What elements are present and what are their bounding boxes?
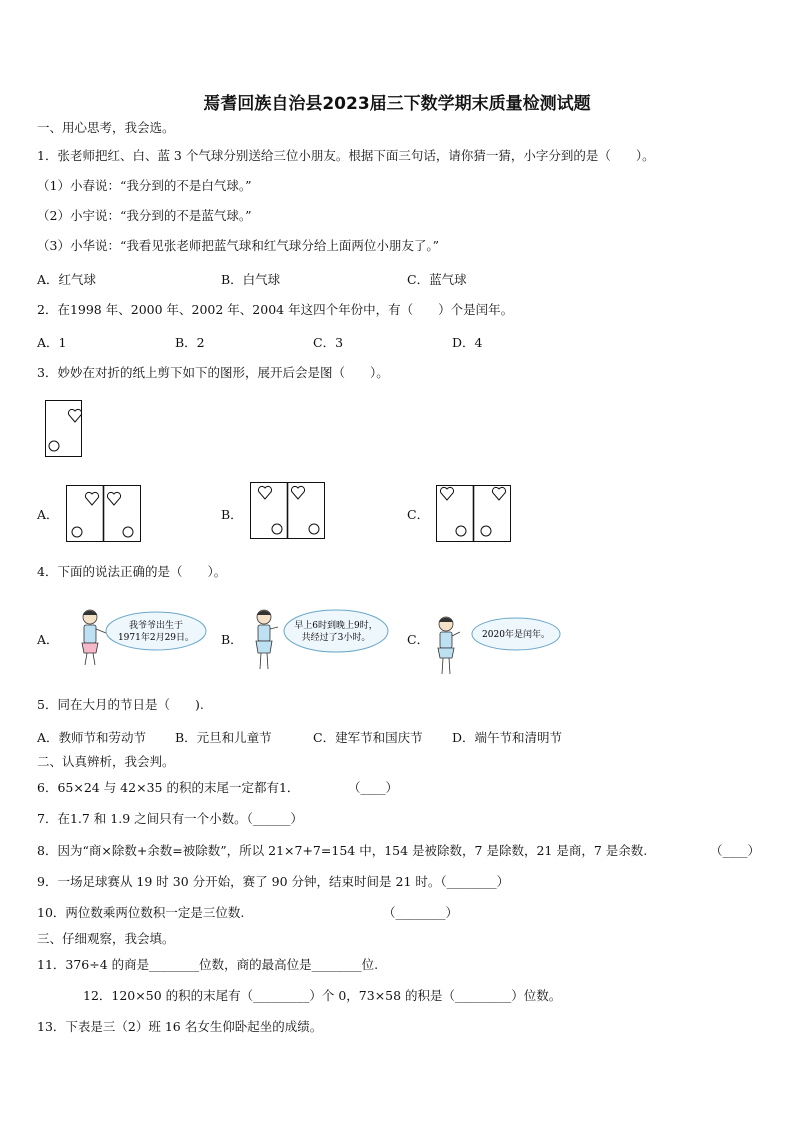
heart-icon bbox=[291, 486, 304, 499]
question-1-option-c[interactable]: C．蓝气球 bbox=[407, 272, 467, 287]
question-12-text: 12．120×50 的积的末尾有（_________）个 0，73×58 的积是（_________）位数。 bbox=[83, 988, 562, 1003]
question-3-stem: 3．妙妙在对折的纸上剪下如下的图形，展开后会是图（ ）。 bbox=[37, 365, 389, 380]
girl-icon bbox=[256, 610, 278, 669]
question-2-option-c[interactable]: C．3 bbox=[313, 335, 344, 350]
question-4-option-c[interactable]: C． bbox=[407, 632, 430, 647]
question-2-stem: 2．在1998 年、2000 年、2002 年、2004 年这四个年份中，有（ ）个是闰年。 bbox=[37, 302, 514, 317]
bubble-a-line-2: 1971年2月29日。 bbox=[117, 633, 195, 643]
circle-shape bbox=[481, 526, 491, 536]
circle-shape bbox=[72, 527, 82, 537]
question-1-clue-1: （1）小春说：“我分到的不是白气球。” bbox=[37, 178, 252, 193]
question-1-option-b[interactable]: B．白气球 bbox=[221, 272, 281, 287]
bubble-b-line-2: 共经过了3小时。 bbox=[301, 633, 371, 643]
question-4-figure-c[interactable] bbox=[434, 610, 564, 682]
question-4-figure-a[interactable] bbox=[72, 605, 212, 671]
circle-shape bbox=[123, 527, 133, 537]
question-3-figure-a[interactable] bbox=[66, 485, 142, 543]
question-4-figure-b[interactable] bbox=[248, 605, 393, 677]
question-4-option-a[interactable]: A． bbox=[37, 632, 59, 647]
circle-shape bbox=[309, 524, 319, 534]
question-4-option-b[interactable]: B． bbox=[221, 632, 243, 647]
speech-bubble bbox=[106, 612, 206, 650]
question-1-stem: 1．张老师把红、白、蓝 3 个气球分别送给三位小朋友。根据下面三句话，请你猜一猜，小字分到的是（ ）。 bbox=[37, 148, 655, 163]
question-11-text: 11．376÷4 的商是________位数，商的最高位是________位. bbox=[37, 957, 379, 972]
question-10-answer-blank[interactable]: （________） bbox=[383, 905, 459, 920]
question-10-text: 10．两位数乘两位数积一定是三位数. bbox=[37, 905, 245, 920]
page-title: 焉耆回族自治县2023届三下数学期末质量检测试题 bbox=[203, 94, 591, 114]
question-3-option-a[interactable]: A． bbox=[37, 507, 59, 522]
heart-icon bbox=[68, 409, 81, 422]
heart-icon bbox=[258, 486, 271, 499]
question-3-option-c[interactable]: C． bbox=[407, 507, 430, 522]
question-3-figure-b[interactable] bbox=[250, 482, 326, 540]
bubble-b-line-1: 早上6时到晚上9时， bbox=[294, 621, 378, 631]
question-1-option-a[interactable]: A．红气球 bbox=[37, 272, 97, 287]
heart-icon bbox=[107, 492, 120, 505]
heart-icon bbox=[492, 487, 505, 500]
heart-icon bbox=[440, 487, 453, 500]
bubble-a-line-1: 我爷爷出生于 bbox=[128, 621, 184, 631]
question-6-text: 6．65×24 与 42×35 的积的末尾一定都有1． bbox=[37, 780, 300, 795]
bubble-c-text: 2020年是闰年。 bbox=[482, 630, 550, 640]
question-5-option-b[interactable]: B．元旦和儿童节 bbox=[175, 730, 272, 745]
question-5-option-c[interactable]: C．建军节和国庆节 bbox=[313, 730, 423, 745]
question-2-option-d[interactable]: D．4 bbox=[452, 335, 483, 350]
circle-shape bbox=[456, 526, 466, 536]
question-5-stem: 5．同在大月的节日是（ ). bbox=[37, 697, 204, 712]
question-7-text: 7．在1.7 和 1.9 之间只有一个小数。（______） bbox=[37, 811, 303, 826]
question-4-stem: 4．下面的说法正确的是（ ）。 bbox=[37, 564, 227, 579]
speech-bubble bbox=[284, 610, 388, 652]
circle-shape bbox=[49, 441, 59, 451]
circle-shape bbox=[272, 524, 282, 534]
question-1-clue-3: （3）小华说：“我看见张老师把蓝气球和红气球分给上面两位小朋友了。” bbox=[37, 238, 439, 253]
question-5-option-a[interactable]: A．教师节和劳动节 bbox=[37, 730, 147, 745]
question-8-text: 8．因为“商×除数+余数=被除数”，所以 21×7+7=154 中，154 是被除数，7 是除数，21 是商，7 是余数. bbox=[37, 843, 648, 858]
section-3-heading: 三、仔细观察，我会填。 bbox=[37, 931, 175, 946]
girl-icon bbox=[438, 617, 460, 674]
question-3-option-b[interactable]: B． bbox=[221, 507, 243, 522]
girl-icon bbox=[82, 610, 106, 665]
question-13-text: 13．下表是三（2）班 16 名女生仰卧起坐的成绩。 bbox=[37, 1019, 323, 1034]
question-3-figure-c[interactable] bbox=[436, 485, 512, 543]
section-1-heading: 一、用心思考，我会选。 bbox=[37, 120, 175, 135]
question-9-text: 9．一场足球赛从 19 时 30 分开始，赛了 90 分钟，结束时间是 21 时。（________） bbox=[37, 874, 510, 889]
folded-paper-figure bbox=[45, 400, 83, 458]
question-1-clue-2: （2）小宇说：“我分到的不是蓝气球。” bbox=[37, 208, 252, 223]
question-2-option-b[interactable]: B．2 bbox=[175, 335, 205, 350]
question-8-answer-blank[interactable]: （____） bbox=[710, 843, 761, 858]
heart-icon bbox=[85, 492, 98, 505]
section-2-heading: 二、认真辨析，我会判。 bbox=[37, 754, 175, 769]
question-2-option-a[interactable]: A．1 bbox=[37, 335, 67, 350]
question-6-answer-blank[interactable]: （____） bbox=[348, 780, 399, 795]
question-5-option-d[interactable]: D．端午节和清明节 bbox=[452, 730, 563, 745]
